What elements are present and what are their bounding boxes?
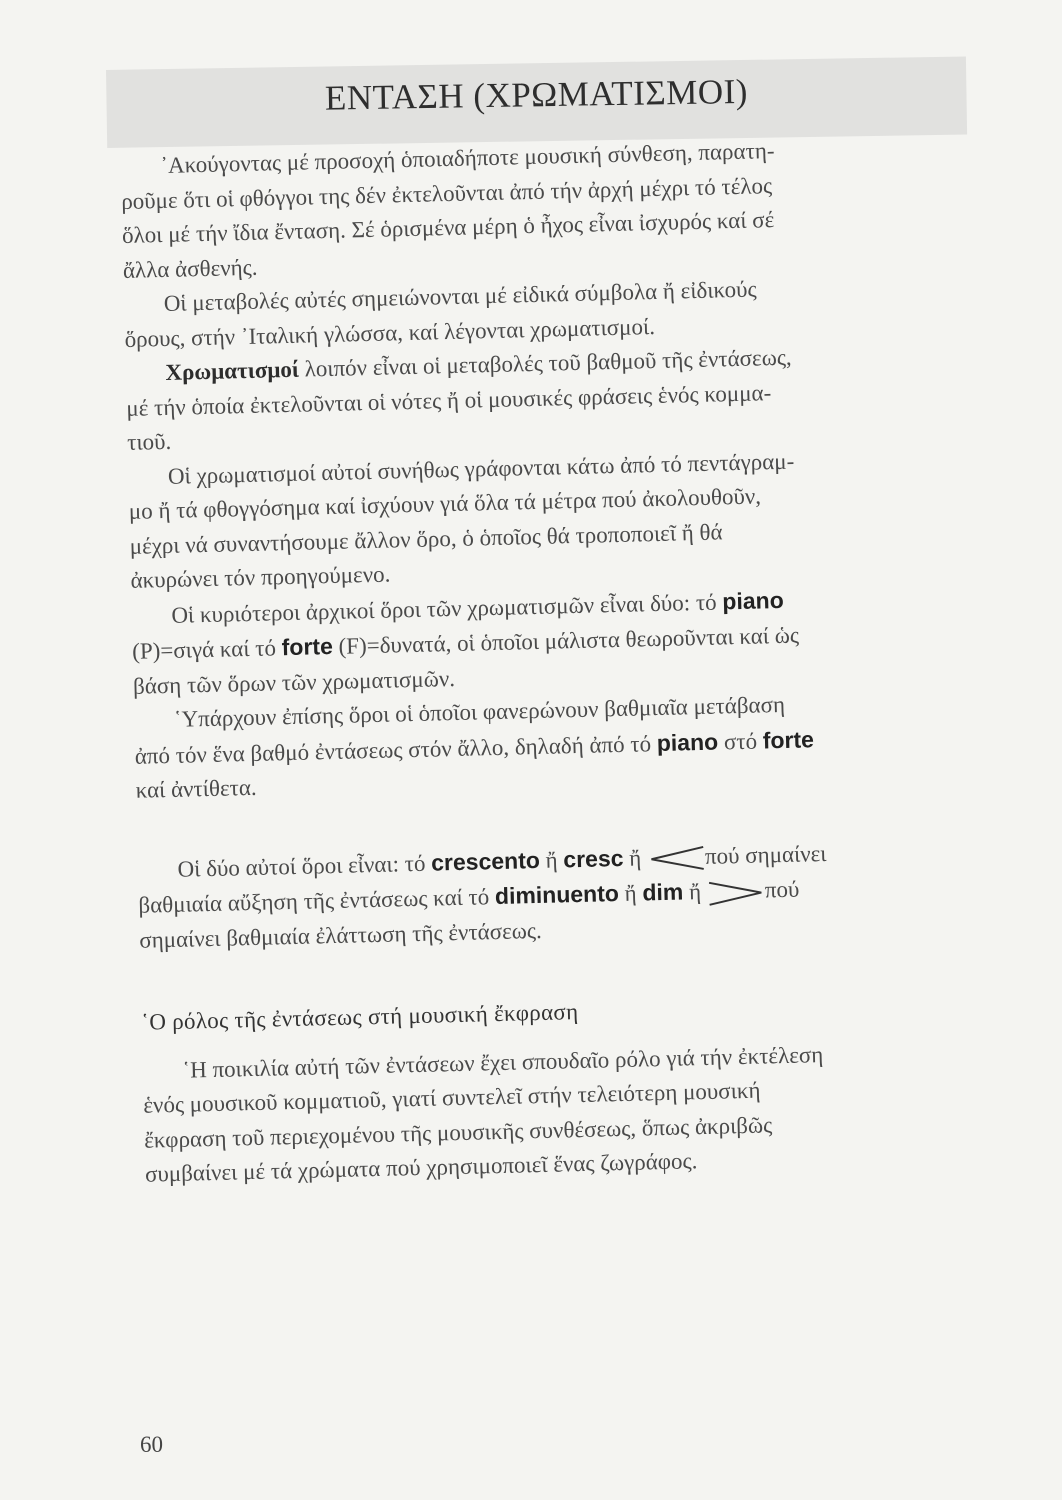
term-piano: piano: [656, 728, 719, 756]
text-line: τιοῦ.: [126, 428, 172, 455]
text-fragment: πού: [764, 876, 800, 903]
text-fragment: στό: [717, 727, 764, 755]
text-fragment: Οἱ δύο αὐτοί ὅροι εἶναι: τό: [177, 850, 432, 882]
term-forte: forte: [762, 725, 815, 753]
subheading: ῾Ο ρόλος τῆς ἐντάσεως στή μουσική ἔκφραση: [141, 999, 579, 1035]
paragraph-8: [142, 1033, 1000, 1192]
text-fragment: βαθμιαία αὔξηση τῆς ἐντάσεως καί τό: [138, 884, 496, 918]
text-line: ῾Υπάρχουν ἐπίσης ὅροι οἱ ὁποῖοι φανερώνουν βαθμιαῖα μετάβαση: [173, 691, 786, 732]
paragraph-4: [128, 440, 986, 599]
text-fragment: Οἱ κυριότεροι ἀρχικοί ὅροι τῶν χρωματισμῶν εἶναι δύο: τό: [171, 588, 723, 628]
text-line: συμβαίνει μέ τά χρώματα πού χρησιμοποιεῖ ἕνας ζωγράφος.: [144, 1148, 698, 1187]
text-fragment: λοιπόν εἶναι οἱ μεταβολές τοῦ βαθμοῦ τῆς ἐντάσεως,: [298, 344, 792, 382]
text-line: ἀκυρώνει τόν προηγούμενο.: [130, 561, 391, 593]
text-fragment: πού σημαίνει: [704, 840, 827, 869]
text-line: ὅλοι μέ τήν ἴδια ἔνταση. Σέ ὁρισμένα μέρη ὁ ἦχος εἶναι ἰσχυρός καί σέ: [121, 207, 775, 248]
text-line: μέ τήν ὁποία ἐκτελοῦνται οἱ νότες ἤ οἱ μουσικές φράσεις ἑνός κομμα-: [125, 379, 772, 421]
text-fragment: ἤ: [682, 878, 708, 905]
text-line: ροῦμε ὅτι οἱ φθόγγοι της δέν ἐκτελοῦνται ἀπό τήν ἀρχή μέχρι τό τέλος: [120, 172, 773, 214]
text-fragment: (F)=δυνατά, οἱ ὁποῖοι μάλιστα θεωροῦνται καί ὡς: [332, 622, 800, 659]
page-number: 60: [140, 1432, 163, 1457]
text-line: μο ἤ τά φθογγόσημα καί ἰσχύουν γιά ὅλα τά μέτρα πού ἀκολουθοῦν,: [128, 483, 762, 524]
text-line: σημαίνει βαθμιαία ἐλάττωση τῆς ἐντάσεως.: [138, 917, 543, 953]
body-text: [120, 129, 1000, 1192]
diminuendo-hairpin-icon: [707, 878, 766, 907]
term-cresc: cresc: [563, 844, 624, 872]
text-line: ἔκφραση τοῦ περιεχομένου τῆς μουσικῆς συνθέσεως, ὅπως ἀκριβῶς: [143, 1111, 773, 1153]
text-line: ῾Η ποικιλία αὐτή τῶν ἐντάσεων ἔχει σπουδαῖο ρόλο γιά τήν ἐκτέλεση: [182, 1041, 824, 1083]
text-fragment: ἤ: [539, 846, 564, 873]
paragraph-6: [134, 683, 991, 808]
text-line: ἄλλα ἀσθενής.: [122, 254, 258, 283]
text-line: ἑνός μουσικοῦ κομματιοῦ, γιατί συντελεῖ στήν τελειότερη μουσική: [143, 1077, 761, 1118]
term-chromatismoi: Χρωματισμοί: [165, 356, 300, 385]
text-fragment: (P)=σιγά καί τό: [131, 635, 283, 664]
text-line: βάση τῶν ὅρων τῶν χρωματισμῶν.: [132, 665, 456, 699]
term-dim: dim: [642, 878, 684, 906]
term-crescendo: crescento: [430, 846, 541, 876]
page-title: ΕΝΤΑΣΗ (ΧΡΩΜΑΤΙΣΜΟΙ): [324, 71, 749, 118]
paragraph-1: [120, 129, 978, 288]
text-line: μέχρι νά συναντήσουμε ἄλλον ὅρο, ὁ ὁποῖος θά τροποποιεῖ ἤ θά: [129, 518, 723, 559]
text-line: καί ἀντίθετα.: [135, 774, 257, 803]
text-fragment: ἀπό τόν ἕνα βαθμό ἐντάσεως στόν ἄλλο, δηλαδή ἀπό τό: [134, 730, 658, 769]
text-fragment: ἤ: [623, 844, 648, 871]
text-line: ᾿Ακούγοντας μέ προσοχή ὁποιαδήποτε μουσική σύνθεση, παρατη-: [160, 138, 775, 179]
term-diminuendo: diminuento: [494, 880, 620, 910]
text-line: ὅρους, στήν ᾿Ιταλική γλώσσα, καί λέγονται χρωματισμοί.: [124, 313, 656, 352]
crescendo-hairpin-icon: [647, 844, 706, 873]
text-fragment: ἤ: [618, 880, 643, 907]
text-line: Οἱ χρωματισμοί αὐτοί συνήθως γράφονται κάτω ἀπό τό πεντάγραμ-: [167, 448, 795, 489]
text-line: Οἱ μεταβολές αὐτές σημειώνονται μέ εἰδικά σύμβολα ἤ εἰδικούς: [163, 276, 757, 316]
paragraph-5: [131, 577, 988, 703]
paragraph-7: [137, 831, 994, 957]
term-forte: forte: [281, 632, 334, 661]
term-piano: piano: [722, 586, 784, 614]
